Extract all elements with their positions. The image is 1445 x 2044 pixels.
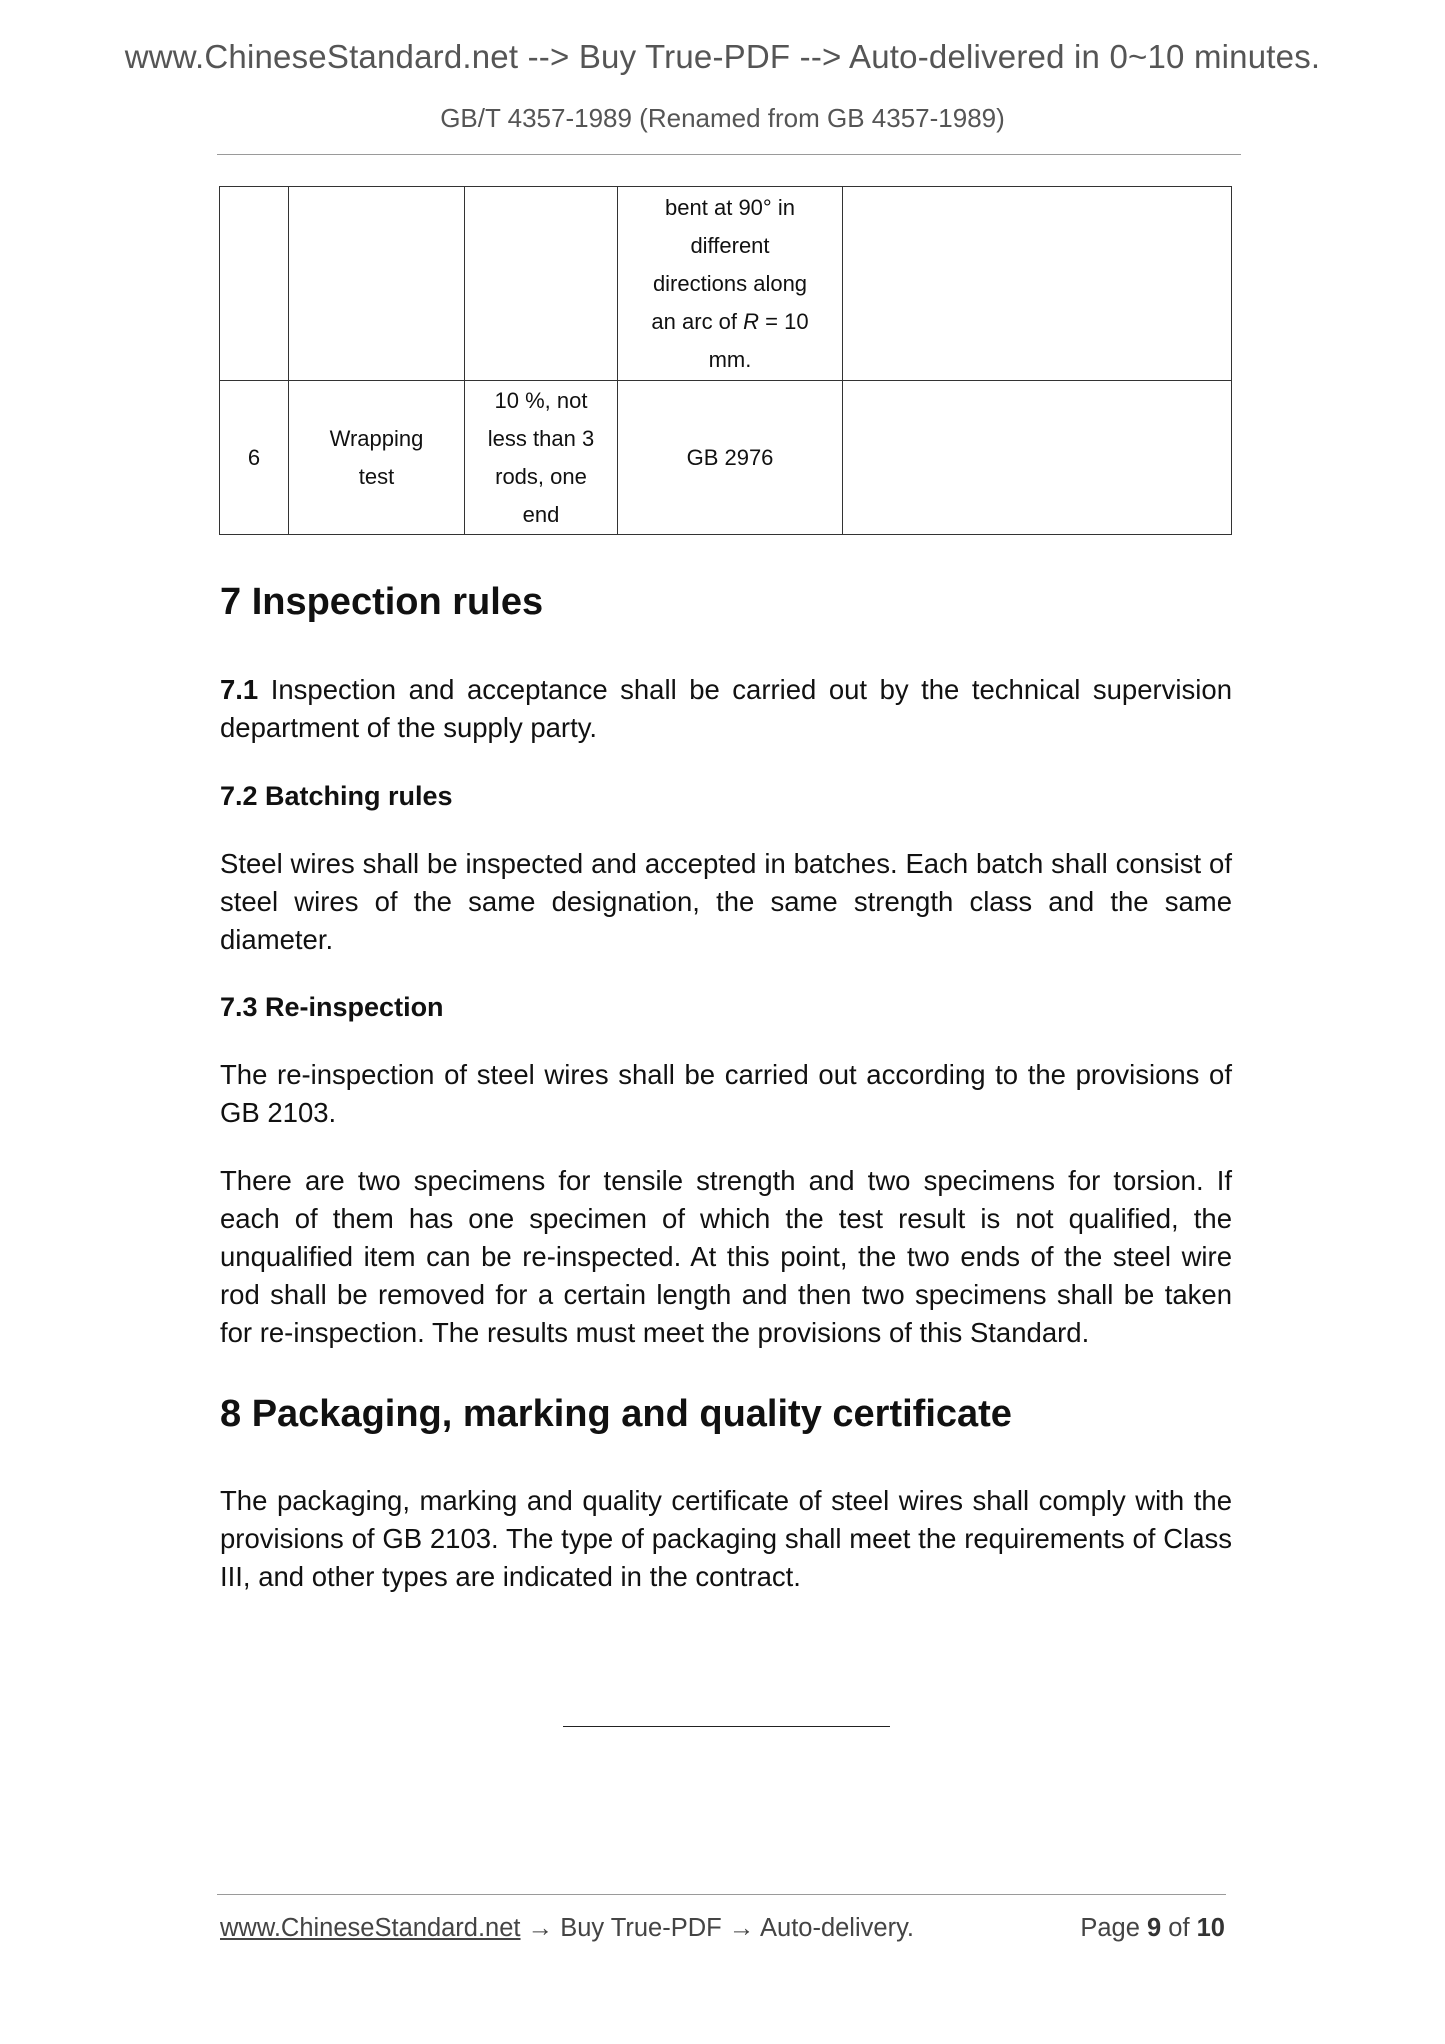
cell-line: bent at 90° in (665, 194, 795, 220)
table-row (220, 187, 1232, 381)
cell-line: rods, one (495, 463, 587, 489)
clause-7-2-text: Steel wires shall be inspected and accepted in batches. Each batch shall consist of steel wires of the same designation, the same strength class and the same diameter. (220, 848, 1232, 955)
footer-promo (220, 1914, 914, 1943)
sampling-quantity (465, 381, 618, 535)
table-cell (843, 381, 1232, 535)
radius-symbol: R (743, 308, 760, 334)
clause-7-1-text: Inspection and acceptance shall be carried out by the technical supervision department of the supply party. (220, 674, 1232, 743)
cell-line: test (358, 463, 395, 489)
cell-line: an arc of (651, 308, 744, 334)
table-cell-method-description (618, 187, 843, 381)
arrow-right-icon: → (721, 1914, 760, 1942)
cell-line: 10 %, not (494, 387, 588, 413)
footer-site-link[interactable]: www.ChineseStandard.net (220, 1914, 521, 1942)
table-cell (220, 187, 289, 381)
table-row (220, 381, 1232, 535)
footer-divider (217, 1894, 1226, 1895)
section-8-heading: 8 Packaging, marking and quality certificate (220, 1393, 1012, 1435)
clause-7-3-paragraph-1: The re-inspection of steel wires shall be carried out according to the provisions of GB 2103. (220, 1059, 1232, 1128)
clause-7-3-heading: 7.3 Re-inspection (220, 992, 444, 1022)
page-indicator (1080, 1914, 1225, 1943)
footer-buy-text: Buy True-PDF (560, 1914, 722, 1942)
current-page-number: 9 (1147, 1914, 1162, 1942)
standard-subtitle: GB/T 4357-1989 (Renamed from GB 4357-1989) (440, 103, 1005, 133)
clause-7-1-number: 7.1 (220, 674, 259, 705)
cell-line: = 10 (759, 308, 809, 334)
cell-line: mm. (708, 346, 752, 372)
arrow-right-icon: → (520, 1914, 561, 1942)
cell-line: different (690, 232, 770, 258)
test-method: GB 2976 (618, 381, 843, 535)
cell-line: less than 3 (487, 425, 595, 451)
section-8-text: The packaging, marking and quality certificate of steel wires shall comply with the provisions of GB 2103. The type of packaging shall meet the requirements of Class III, and other types are indicated in the contract. (220, 1485, 1232, 1592)
clause-7-2-heading: 7.2 Batching rules (220, 781, 453, 811)
end-of-document-rule (563, 1726, 890, 1727)
table-cell (465, 187, 618, 381)
table-cell (289, 187, 465, 381)
cell-line: end (522, 501, 560, 527)
clause-7-3-paragraph-2: There are two specimens for tensile strength and two specimens for torsion. If each of them has one specimen of which the test result is not qualified, the unqualified item can be re-inspected. At this point, the two ends of the steel wire rod shall be removed for a certain length and then two specimens shall be taken for re-inspection. The results must meet the provisions of this Standard. (220, 1165, 1232, 1348)
clause-7-1 (220, 671, 1232, 747)
header-divider (217, 154, 1241, 155)
footer-delivery-text: Auto-delivery. (760, 1914, 915, 1942)
row-number: 6 (220, 381, 289, 535)
table-cell (843, 187, 1232, 381)
test-methods-table (219, 186, 1232, 535)
cell-line: directions along (652, 270, 808, 296)
cell-line: Wrapping (329, 425, 424, 451)
total-pages: 10 (1196, 1914, 1225, 1942)
section-7-heading: 7 Inspection rules (220, 581, 544, 623)
top-banner[interactable]: www.ChineseStandard.net --> Buy True-PDF --> Auto-delivered in 0~10 minutes. (124, 38, 1321, 75)
of-label: of (1161, 1914, 1197, 1942)
page-label: Page (1080, 1914, 1147, 1942)
test-item (289, 381, 465, 535)
